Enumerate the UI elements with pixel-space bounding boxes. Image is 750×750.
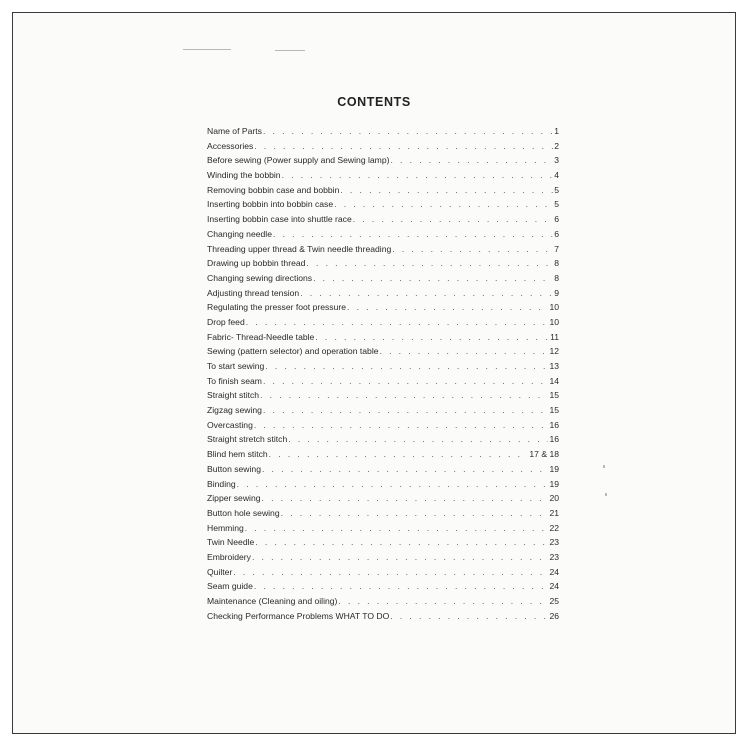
toc-entry: [207, 434, 559, 449]
toc-entry: [207, 317, 559, 332]
dot-leader: [254, 141, 553, 151]
toc-entry-page: 10: [549, 302, 559, 313]
dot-leader: [338, 596, 548, 606]
toc-entry-label: Accessories: [207, 140, 254, 151]
toc-entry: [207, 420, 559, 435]
toc-entry: [207, 376, 559, 391]
toc-entry-page: 25: [549, 596, 559, 606]
toc-entry-label: Drawing up bobbin thread: [207, 258, 306, 269]
toc-entry-label: Regulating the presser foot pressure: [207, 302, 347, 313]
toc-entry-page: 20: [549, 493, 559, 504]
toc-entry-label: Quilter: [207, 566, 233, 577]
toc-entry-page: 7: [554, 243, 559, 254]
dot-leader: [353, 214, 553, 224]
toc-entry-page: 6: [554, 214, 559, 225]
dot-leader: [263, 405, 549, 415]
toc-entry: [207, 464, 559, 479]
toc-entry-label: Inserting bobbin case into shuttle race: [207, 214, 352, 225]
toc-entry-label: Binding: [207, 478, 236, 489]
toc-entry-page: 5: [554, 184, 559, 195]
dot-leader: [315, 332, 549, 342]
toc-entry: [207, 273, 559, 288]
toc-entry-label: Checking Performance Problems WHAT TO DO: [207, 610, 390, 621]
toc-entry-page: 15: [549, 390, 559, 401]
toc-entry-label: Before sewing (Power supply and Sewing lamp): [207, 155, 390, 166]
toc-entry: [207, 361, 559, 376]
dot-leader: [300, 288, 553, 298]
toc-entry: [207, 611, 559, 626]
dot-leader: [262, 493, 549, 503]
dot-leader: [265, 361, 548, 371]
dot-leader: [255, 537, 548, 547]
dot-leader: [252, 552, 548, 562]
toc-entry: [207, 390, 559, 405]
dot-leader: [306, 258, 553, 268]
dot-leader: [237, 479, 549, 489]
dot-leader: [392, 244, 553, 254]
toc-entry-label: Winding the bobbin: [207, 170, 281, 181]
dot-leader: [263, 126, 553, 136]
toc-entry-label: To start sewing: [207, 361, 265, 371]
toc-entry-page: 22: [549, 522, 559, 533]
toc-entry-page: 1: [554, 126, 559, 136]
toc-entry-label: Changing needle: [207, 228, 272, 239]
toc-entry: [207, 552, 559, 567]
dot-leader: [263, 376, 549, 386]
dot-leader: [340, 185, 553, 195]
dot-leader: [273, 229, 553, 239]
toc-entry-label: Name of Parts: [207, 126, 262, 136]
toc-entry: [207, 405, 559, 420]
toc-entry-label: Threading upper thread & Twin needle threading: [207, 243, 392, 254]
toc-entry: [207, 493, 559, 508]
toc-entry: [207, 155, 559, 170]
dot-leader: [347, 302, 548, 312]
dot-leader: [390, 155, 553, 165]
toc-entry-page: 5: [554, 199, 559, 210]
toc-entry-page: 14: [549, 375, 559, 386]
toc-entry-page: 8: [554, 272, 559, 283]
contents-title: CONTENTS: [337, 95, 411, 109]
toc-entry-page: 21: [549, 507, 559, 518]
toc-entry-label: Straight stretch stitch: [207, 434, 288, 445]
toc-entry: [207, 479, 559, 494]
toc-entry-label: Drop feed: [207, 316, 245, 327]
toc-entry: [207, 185, 559, 200]
toc-entry-page: 3: [554, 155, 559, 166]
toc-entry-label: Button hole sewing: [207, 507, 280, 518]
dot-leader: [254, 420, 549, 430]
toc-entry: [207, 302, 559, 317]
toc-entry-label: Hemming: [207, 522, 244, 533]
toc-entry-page: 19: [549, 463, 559, 474]
toc-entry-label: Removing bobbin case and bobbin: [207, 184, 340, 195]
toc-entry-page: 9: [554, 287, 559, 298]
toc-entry: [207, 537, 559, 552]
toc-entry-label: Sewing (pattern selector) and operation table: [207, 346, 379, 357]
toc-entry-page: 16: [549, 419, 559, 430]
toc-entry: [207, 346, 559, 361]
toc-entry-page: 24: [549, 566, 559, 577]
toc-entry-page: 23: [549, 537, 559, 548]
dot-leader: [281, 508, 549, 518]
dot-leader: [334, 199, 553, 209]
toc-entry-page: 4: [554, 170, 559, 181]
toc-entry-label: To finish seam: [207, 375, 262, 386]
toc-entry-label: Fabric- Thread-Needle table: [207, 331, 315, 342]
toc-entry-label: Maintenance (Cleaning and oiling): [207, 596, 338, 606]
toc-entry-label: Straight stitch: [207, 390, 260, 401]
toc-entry: [207, 199, 559, 214]
toc-entry-label: Twin Needle: [207, 537, 255, 548]
toc-entry-page: 10: [549, 316, 559, 327]
toc-entry-label: Changing sewing directions: [207, 272, 313, 283]
toc-entry-page: 13: [549, 361, 559, 371]
toc-entry: [207, 332, 559, 347]
toc-entry-page: 2: [554, 140, 559, 151]
toc-entry-page: 12: [549, 346, 559, 357]
dot-leader: [282, 170, 554, 180]
toc-entry: [207, 288, 559, 303]
toc-entry-label: Embroidery: [207, 551, 251, 562]
toc-entry-page: 16: [549, 434, 559, 445]
dot-leader: [288, 434, 548, 444]
toc-entry: [207, 141, 559, 156]
dot-leader: [390, 611, 548, 621]
toc-entry: [207, 170, 559, 185]
dot-leader: [262, 464, 548, 474]
toc-entry-label: Inserting bobbin into bobbin case: [207, 199, 334, 210]
toc-entry-page: 24: [549, 581, 559, 592]
table-of-contents: [207, 126, 559, 625]
toc-entry: [207, 449, 559, 464]
toc-entry-label: Zigzag sewing: [207, 405, 262, 416]
toc-entry: [207, 523, 559, 538]
toc-entry: [207, 244, 559, 259]
dot-leader: [380, 346, 549, 356]
dot-leader: [313, 273, 553, 283]
toc-entry-page: 23: [549, 551, 559, 562]
manual-page: [12, 12, 736, 734]
toc-entry: [207, 258, 559, 273]
toc-entry-page: 6: [554, 228, 559, 239]
toc-entry: [207, 126, 559, 141]
toc-entry-label: Seam guide: [207, 581, 253, 592]
toc-entry: [207, 581, 559, 596]
toc-entry-page: 8: [554, 258, 559, 269]
toc-entry: [207, 596, 559, 611]
dot-leader: [254, 581, 549, 591]
toc-entry-label: Overcasting: [207, 419, 253, 430]
dot-leader: [269, 449, 529, 459]
toc-entry-label: Zipper sewing: [207, 493, 261, 504]
toc-entry-page: 11: [550, 331, 559, 342]
dot-leader: [233, 567, 548, 577]
toc-entry-page: 15: [549, 405, 559, 416]
toc-entry: [207, 567, 559, 582]
toc-entry: [207, 508, 559, 523]
toc-entry-label: Blind hem stitch: [207, 449, 268, 460]
dot-leader: [245, 523, 549, 533]
toc-entry: [207, 214, 559, 229]
toc-entry-page: 19: [549, 478, 559, 489]
toc-entry: [207, 229, 559, 244]
dot-leader: [260, 390, 548, 400]
toc-entry-label: Button sewing: [207, 463, 261, 474]
toc-entry-label: Adjusting thread tension: [207, 287, 300, 298]
dot-leader: [246, 317, 549, 327]
toc-entry-page: 26: [549, 610, 559, 621]
toc-entry-page: 17 & 18: [529, 449, 559, 460]
